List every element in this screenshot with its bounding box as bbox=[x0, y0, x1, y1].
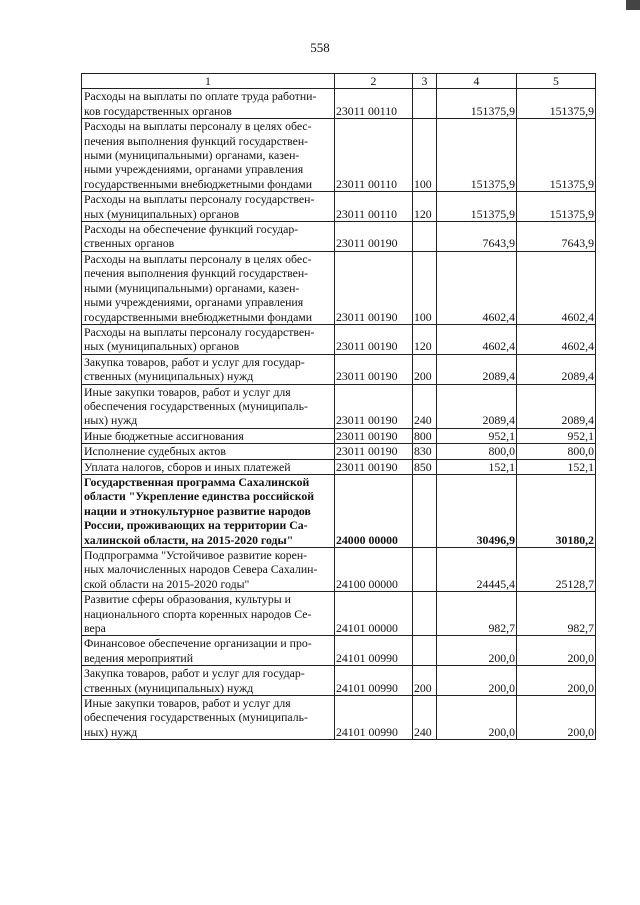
table-row bbox=[82, 384, 596, 428]
row-name-cell: Расходы на обеспечение функций государ- ственных органов bbox=[82, 222, 335, 252]
row-value-col4-cell: 151375,9 bbox=[437, 119, 517, 192]
row-code-cell: 24101 00990 bbox=[335, 636, 413, 666]
row-code-cell: 23011 00190 bbox=[335, 459, 413, 474]
row-expense-type-cell bbox=[413, 636, 437, 666]
row-value-col4-cell: 800,0 bbox=[437, 444, 517, 459]
row-name-cell: Уплата налогов, сборов и иных платежей bbox=[82, 459, 335, 474]
row-value-col4-cell: 2089,4 bbox=[437, 354, 517, 384]
column-header-1: 1 bbox=[82, 74, 335, 89]
row-value-col5-cell: 200,0 bbox=[517, 666, 596, 696]
row-value-col5-cell: 2089,4 bbox=[517, 384, 596, 428]
row-value-col4-cell: 24445,4 bbox=[437, 548, 517, 592]
table-row bbox=[82, 636, 596, 666]
row-expense-type-cell bbox=[413, 89, 437, 119]
budget-table bbox=[81, 73, 596, 740]
row-expense-type-cell: 120 bbox=[413, 192, 437, 222]
row-value-col4-cell: 152,1 bbox=[437, 459, 517, 474]
row-code-cell: 23011 00190 bbox=[335, 428, 413, 443]
row-value-col4-cell: 30496,9 bbox=[437, 474, 517, 547]
row-code-cell: 23011 00110 bbox=[335, 192, 413, 222]
table-row bbox=[82, 192, 596, 222]
row-expense-type-cell bbox=[413, 548, 437, 592]
page-number: 558 bbox=[310, 40, 330, 55]
table-row bbox=[82, 119, 596, 192]
row-name-cell: Развитие сферы образования, культуры и национального спорта коренных народов Се- вера bbox=[82, 592, 335, 636]
row-value-col4-cell: 2089,4 bbox=[437, 384, 517, 428]
row-value-col5-cell: 800,0 bbox=[517, 444, 596, 459]
row-name-cell: Расходы на выплаты по оплате труда работни- ков государственных органов bbox=[82, 89, 335, 119]
row-expense-type-cell: 120 bbox=[413, 324, 437, 354]
row-expense-type-cell: 240 bbox=[413, 696, 437, 740]
row-name-cell: Финансовое обеспечение организации и про- ведения мероприятий bbox=[82, 636, 335, 666]
row-code-cell: 23011 00190 bbox=[335, 222, 413, 252]
table-body bbox=[82, 74, 596, 740]
row-value-col5-cell: 7643,9 bbox=[517, 222, 596, 252]
row-value-col5-cell: 4602,4 bbox=[517, 251, 596, 324]
row-expense-type-cell: 100 bbox=[413, 119, 437, 192]
row-expense-type-cell: 100 bbox=[413, 251, 437, 324]
row-code-cell: 24101 00990 bbox=[335, 666, 413, 696]
table-row bbox=[82, 459, 596, 474]
row-value-col5-cell: 982,7 bbox=[517, 592, 596, 636]
table-row bbox=[82, 696, 596, 740]
row-value-col5-cell: 200,0 bbox=[517, 636, 596, 666]
row-value-col4-cell: 952,1 bbox=[437, 428, 517, 443]
column-header-5: 5 bbox=[517, 74, 596, 89]
row-code-cell: 23011 00190 bbox=[335, 444, 413, 459]
row-value-col4-cell: 982,7 bbox=[437, 592, 517, 636]
row-code-cell: 23011 00110 bbox=[335, 89, 413, 119]
table-row bbox=[82, 222, 596, 252]
row-name-cell: Исполнение судебных актов bbox=[82, 444, 335, 459]
row-name-cell: Расходы на выплаты персоналу государствен- ных (муниципальных) органов bbox=[82, 324, 335, 354]
row-code-cell: 24100 00000 bbox=[335, 548, 413, 592]
row-code-cell: 24000 00000 bbox=[335, 474, 413, 547]
row-expense-type-cell: 850 bbox=[413, 459, 437, 474]
row-name-cell: Иные закупки товаров, работ и услуг для обеспечения государственных (муниципаль- ных) нужд bbox=[82, 696, 335, 740]
row-code-cell: 23011 00190 bbox=[335, 324, 413, 354]
row-name-cell: Расходы на выплаты персоналу в целях обес- печения выполнения функций государствен- ными (муниципальными) органами, казен- ными учреждениями, органами управления государственными внебюджетными фондами bbox=[82, 119, 335, 192]
table-row bbox=[82, 548, 596, 592]
row-value-col4-cell: 7643,9 bbox=[437, 222, 517, 252]
column-header-4: 4 bbox=[437, 74, 517, 89]
row-expense-type-cell bbox=[413, 474, 437, 547]
row-name-cell: Расходы на выплаты персоналу в целях обес- печения выполнения функций государствен- ными (муниципальными) органами, казен- ными учреждениями, органами управления государственными внебюджетными фондами bbox=[82, 251, 335, 324]
row-value-col5-cell: 151375,9 bbox=[517, 119, 596, 192]
row-expense-type-cell bbox=[413, 592, 437, 636]
row-value-col5-cell: 30180,2 bbox=[517, 474, 596, 547]
row-value-col4-cell: 200,0 bbox=[437, 696, 517, 740]
row-value-col5-cell: 152,1 bbox=[517, 459, 596, 474]
row-code-cell: 23011 00190 bbox=[335, 354, 413, 384]
row-value-col5-cell: 25128,7 bbox=[517, 548, 596, 592]
row-value-col5-cell: 2089,4 bbox=[517, 354, 596, 384]
row-name-cell: Расходы на выплаты персоналу государствен- ных (муниципальных) органов bbox=[82, 192, 335, 222]
row-value-col4-cell: 151375,9 bbox=[437, 192, 517, 222]
table-row bbox=[82, 474, 596, 547]
row-name-cell: Иные закупки товаров, работ и услуг для обеспечения государственных (муниципаль- ных) нужд bbox=[82, 384, 335, 428]
row-code-cell: 23011 00190 bbox=[335, 384, 413, 428]
row-expense-type-cell: 200 bbox=[413, 666, 437, 696]
row-value-col5-cell: 200,0 bbox=[517, 696, 596, 740]
table-row bbox=[82, 354, 596, 384]
row-expense-type-cell: 830 bbox=[413, 444, 437, 459]
row-name-cell: Подпрограмма "Устойчивое развитие корен- ных малочисленных народов Севера Сахалин- ской области на 2015-2020 годы" bbox=[82, 548, 335, 592]
row-expense-type-cell: 800 bbox=[413, 428, 437, 443]
row-value-col4-cell: 151375,9 bbox=[437, 89, 517, 119]
row-value-col5-cell: 151375,9 bbox=[517, 89, 596, 119]
row-expense-type-cell bbox=[413, 222, 437, 252]
table-row bbox=[82, 89, 596, 119]
row-value-col5-cell: 952,1 bbox=[517, 428, 596, 443]
table-row bbox=[82, 592, 596, 636]
row-code-cell: 24101 00990 bbox=[335, 696, 413, 740]
row-name-cell: Закупка товаров, работ и услуг для государ- ственных (муниципальных) нужд bbox=[82, 354, 335, 384]
column-header-3: 3 bbox=[413, 74, 437, 89]
column-header-2: 2 bbox=[335, 74, 413, 89]
row-value-col4-cell: 4602,4 bbox=[437, 251, 517, 324]
row-value-col5-cell: 151375,9 bbox=[517, 192, 596, 222]
table-row bbox=[82, 444, 596, 459]
row-code-cell: 24101 00000 bbox=[335, 592, 413, 636]
row-value-col5-cell: 4602,4 bbox=[517, 324, 596, 354]
table-row bbox=[82, 324, 596, 354]
row-code-cell: 23011 00110 bbox=[335, 119, 413, 192]
row-name-cell: Иные бюджетные ассигнования bbox=[82, 428, 335, 443]
table-row bbox=[82, 251, 596, 324]
row-name-cell: Закупка товаров, работ и услуг для государ- ственных (муниципальных) нужд bbox=[82, 666, 335, 696]
row-expense-type-cell: 240 bbox=[413, 384, 437, 428]
scan-corner-mark bbox=[626, 0, 640, 10]
table-row bbox=[82, 428, 596, 443]
row-value-col4-cell: 200,0 bbox=[437, 636, 517, 666]
table-row bbox=[82, 666, 596, 696]
row-value-col4-cell: 200,0 bbox=[437, 666, 517, 696]
row-expense-type-cell: 200 bbox=[413, 354, 437, 384]
header-row bbox=[82, 74, 596, 89]
row-code-cell: 23011 00190 bbox=[335, 251, 413, 324]
row-name-cell: Государственная программа Сахалинской области "Укрепление единства российской нации и этнокультурное развитие народов России, проживающих на территории Са- халинской области, на 2015-2020 годы" bbox=[82, 474, 335, 547]
row-value-col4-cell: 4602,4 bbox=[437, 324, 517, 354]
